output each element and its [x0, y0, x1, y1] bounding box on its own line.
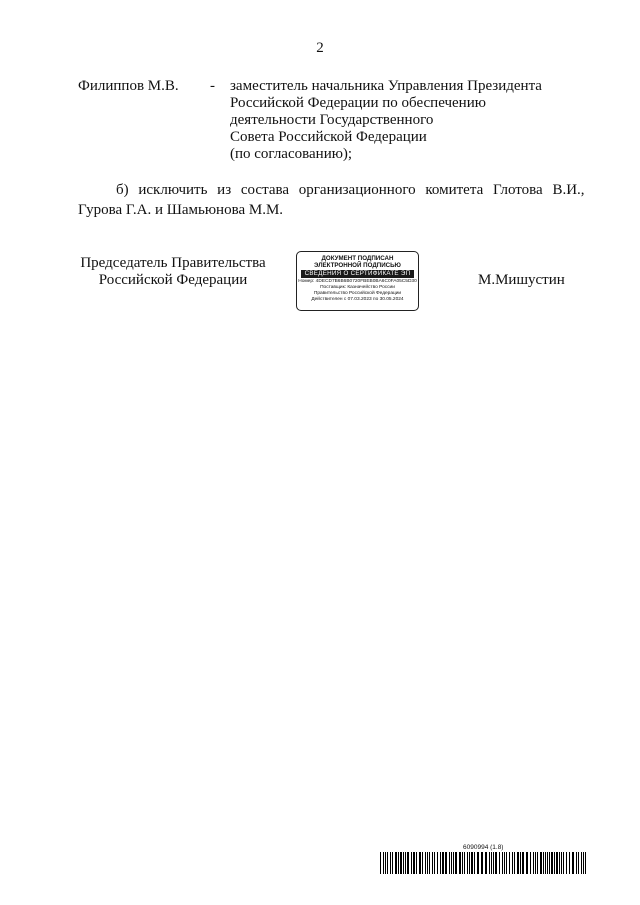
- barcode-label: 6090994 (1.8): [463, 844, 504, 851]
- page-number: 2: [316, 40, 324, 56]
- signatory-title: [78, 255, 268, 289]
- member-name: Филиппов М.В.: [78, 78, 179, 94]
- barcode-image: [380, 852, 588, 874]
- signatory-name: М.Мишустин: [478, 272, 565, 288]
- member-description: [230, 78, 570, 163]
- stamp-number: Номер: 4DECD7B6B6B0720FBEB0BA6C0FA05C5D30: [298, 278, 417, 284]
- electronic-signature-stamp: [296, 251, 419, 311]
- paragraph-b-line: б) исключить из состава организационного комитета Глотова В.И.,: [116, 182, 585, 198]
- member-description-line: Российской Федерации по обеспечению: [230, 95, 486, 111]
- paragraph-b-line: Гурова Г.А. и Шамьюнова М.М.: [78, 202, 284, 218]
- stamp-owner: Правительство Российской Федерации: [313, 290, 402, 296]
- member-description-line: Совета Российской Федерации: [230, 129, 427, 145]
- member-description-line: деятельности Государственного: [230, 112, 434, 128]
- stamp-certificate-bar: СВЕДЕНИЯ О СЕРТИФИКАТЕ ЭП: [301, 270, 414, 278]
- signatory-title-line: Российской Федерации: [98, 272, 248, 288]
- member-dash: -: [210, 78, 215, 94]
- stamp-validity: Действителен с 07.03.2023 по 30.05.2024: [311, 296, 404, 302]
- stamp-supplier: Поставщик: Казначейство России: [320, 284, 395, 290]
- paragraph-b: [78, 180, 585, 220]
- member-description-line: (по согласованию);: [230, 146, 353, 162]
- stamp-heading: ЭЛЕКТРОННОЙ ПОДПИСЬЮ: [314, 262, 401, 269]
- signatory-title-line: Председатель Правительства: [80, 255, 266, 271]
- member-description-line: заместитель начальника Управления Президента: [230, 78, 542, 94]
- stamp-heading: ДОКУМЕНТ ПОДПИСАН: [321, 255, 394, 262]
